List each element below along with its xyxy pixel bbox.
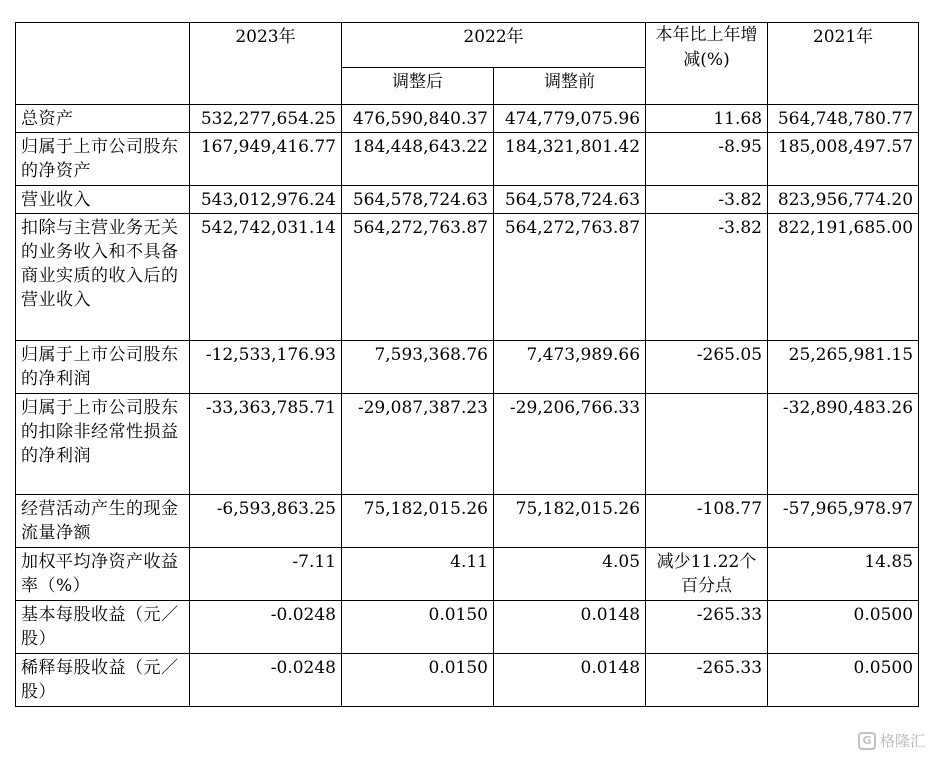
- row-label: 扣除与主营业务无关的业务收入和不具备商业实质的收入后的营业收入: [16, 214, 190, 341]
- value-2023: 542,742,031.14: [190, 214, 342, 341]
- value-2022-adjusted-after: 476,590,840.37: [342, 105, 494, 133]
- row-label: 经营活动产生的现金流量净额: [16, 495, 190, 548]
- value-2022-adjusted-after: 0.0150: [342, 654, 494, 707]
- table-row: [16, 214, 919, 341]
- value-2023: -33,363,785.71: [190, 394, 342, 495]
- value-2022-adjusted-after: -29,087,387.23: [342, 394, 494, 495]
- value-2023: -0.0248: [190, 601, 342, 654]
- row-label: 稀释每股收益（元／股）: [16, 654, 190, 707]
- value-yoy-change: -265.33: [646, 601, 768, 654]
- watermark: [858, 730, 925, 751]
- value-2022-adjusted-before: 0.0148: [494, 654, 646, 707]
- header-2022-adjusted-before: 调整前: [494, 68, 646, 105]
- table-row: [16, 495, 919, 548]
- value-2023: -0.0248: [190, 654, 342, 707]
- value-2022-adjusted-after: 4.11: [342, 548, 494, 601]
- value-2023: 167,949,416.77: [190, 133, 342, 186]
- value-2022-adjusted-before: 4.05: [494, 548, 646, 601]
- table-row: [16, 341, 919, 394]
- header-2021: 2021年: [768, 23, 919, 105]
- value-yoy-change: 减少11.22个百分点: [646, 548, 768, 601]
- value-2022-adjusted-before: -29,206,766.33: [494, 394, 646, 495]
- row-label: 总资产: [16, 105, 190, 133]
- value-2021: 25,265,981.15: [768, 341, 919, 394]
- value-2021: 564,748,780.77: [768, 105, 919, 133]
- value-yoy-change: -265.33: [646, 654, 768, 707]
- header-2022-adjusted-after: 调整后: [342, 68, 494, 105]
- value-2023: 532,277,654.25: [190, 105, 342, 133]
- row-label: 基本每股收益（元／股）: [16, 601, 190, 654]
- value-2022-adjusted-before: 184,321,801.42: [494, 133, 646, 186]
- value-2022-adjusted-before: 474,779,075.96: [494, 105, 646, 133]
- row-label: 归属于上市公司股东的净资产: [16, 133, 190, 186]
- watermark-text: 格隆汇: [879, 732, 925, 750]
- value-2021: 0.0500: [768, 601, 919, 654]
- value-2022-adjusted-before: 564,272,763.87: [494, 214, 646, 341]
- table-row: [16, 654, 919, 707]
- table-row: [16, 133, 919, 186]
- value-2022-adjusted-after: 0.0150: [342, 601, 494, 654]
- value-2022-adjusted-after: 75,182,015.26: [342, 495, 494, 548]
- value-2023: -12,533,176.93: [190, 341, 342, 394]
- value-2022-adjusted-after: 564,578,724.63: [342, 186, 494, 214]
- value-2023: 543,012,976.24: [190, 186, 342, 214]
- value-2021: 823,956,774.20: [768, 186, 919, 214]
- value-2021: 14.85: [768, 548, 919, 601]
- table-row: [16, 394, 919, 495]
- value-2022-adjusted-before: 7,473,989.66: [494, 341, 646, 394]
- value-yoy-change: -8.95: [646, 133, 768, 186]
- value-2022-adjusted-before: 0.0148: [494, 601, 646, 654]
- value-yoy-change: -3.82: [646, 214, 768, 341]
- table-row: [16, 601, 919, 654]
- financial-data-table: [15, 22, 919, 707]
- value-2021: -57,965,978.97: [768, 495, 919, 548]
- value-2021: 185,008,497.57: [768, 133, 919, 186]
- header-yoy-change: 本年比上年增减(%): [646, 23, 768, 105]
- row-label: 加权平均净资产收益率（%）: [16, 548, 190, 601]
- value-2022-adjusted-after: 184,448,643.22: [342, 133, 494, 186]
- value-2021: -32,890,483.26: [768, 394, 919, 495]
- row-label: 营业收入: [16, 186, 190, 214]
- table-row: [16, 105, 919, 133]
- value-yoy-change: -265.05: [646, 341, 768, 394]
- value-2022-adjusted-before: 564,578,724.63: [494, 186, 646, 214]
- value-2022-adjusted-after: 7,593,368.76: [342, 341, 494, 394]
- value-2022-adjusted-before: 75,182,015.26: [494, 495, 646, 548]
- value-2021: 0.0500: [768, 654, 919, 707]
- table-row: [16, 186, 919, 214]
- value-2022-adjusted-after: 564,272,763.87: [342, 214, 494, 341]
- value-yoy-change: -108.77: [646, 495, 768, 548]
- row-label: 归属于上市公司股东的扣除非经常性损益的净利润: [16, 394, 190, 495]
- table-body: [16, 105, 919, 707]
- value-yoy-change: 11.68: [646, 105, 768, 133]
- value-2021: 822,191,685.00: [768, 214, 919, 341]
- value-yoy-change: -3.82: [646, 186, 768, 214]
- value-yoy-change: [646, 394, 768, 495]
- value-2023: -7.11: [190, 548, 342, 601]
- value-2023: -6,593,863.25: [190, 495, 342, 548]
- header-corner-cell: [16, 23, 190, 105]
- table-row: [16, 548, 919, 601]
- watermark-logo-icon: G: [858, 732, 876, 750]
- row-label: 归属于上市公司股东的净利润: [16, 341, 190, 394]
- header-2022: 2022年: [342, 23, 646, 68]
- header-2023: 2023年: [190, 23, 342, 105]
- header-row-1: [16, 23, 919, 68]
